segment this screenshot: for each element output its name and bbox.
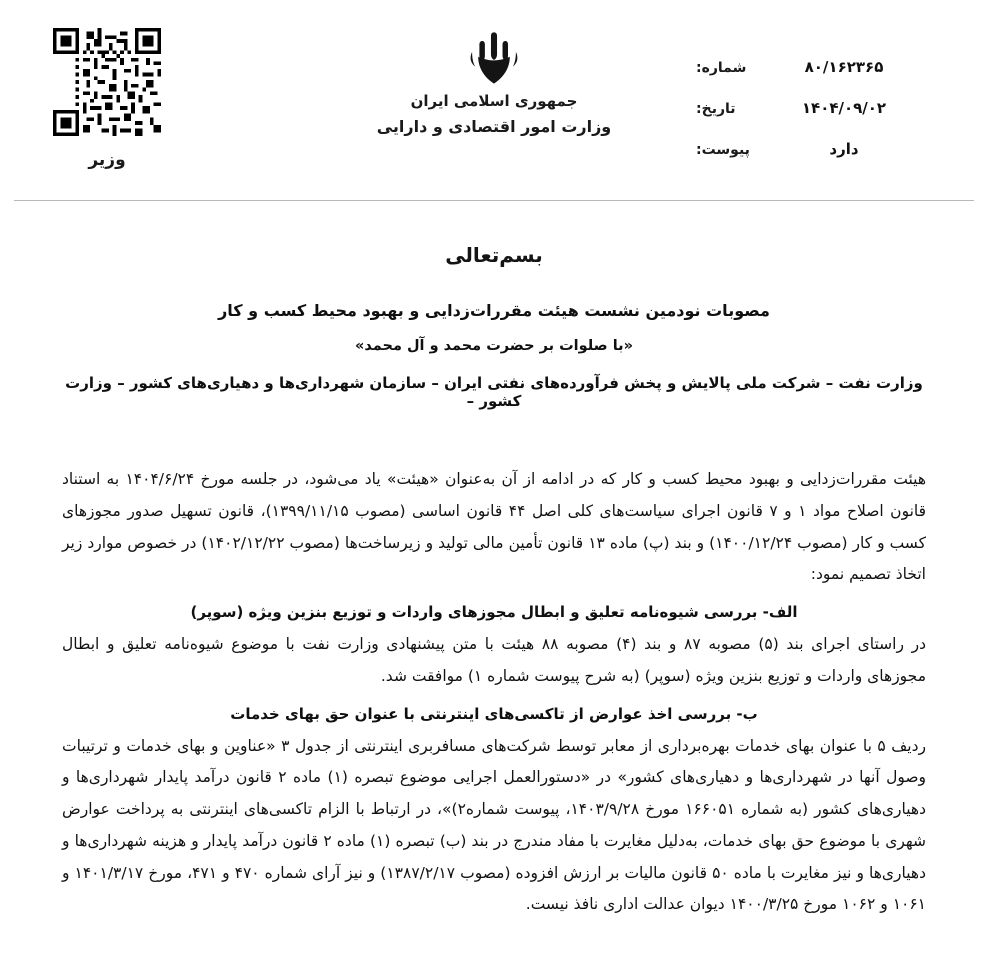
- organization-ministry: وزارت امور اقتصادی و دارایی: [376, 117, 612, 136]
- meta-value-attachment: دارد: [829, 139, 859, 158]
- meta-value-number: ۸۰/۱۶۲۳۶۵: [804, 58, 884, 76]
- organization-country: جمهوری اسلامی ایران: [410, 92, 578, 110]
- iran-emblem-icon: [463, 30, 525, 86]
- qr-block: [42, 28, 172, 170]
- meta-label-attachment: پیوست:: [696, 141, 750, 158]
- letterhead: [0, 0, 988, 200]
- document-meta: [696, 58, 926, 180]
- paragraph-be-body: ردیف ۵ با عنوان بهای خدمات بهره‌برداری از معابر توسط شرکت‌های مسافربری اینترنتی از جدول ۳ «عناوین و بهای خدمات و ترتیبات وصول آنها در شهرداری‌ها و دهیاری‌های کشور» در «دستورالعمل اجرایی موضوع تبصره (۱) ماده ۲ قانون درآمد پایدار شهرداری‌ها و دهیاری‌های کشور (به شماره ۱۶۶۰۵۱ مورخ ۱۴۰۳/۹/۲۸، پیوست شماره۲)»، در ارتباط با الزام تاکسی‌های اینترنتی به پرداخت عوارض شهری با موضوع حق بهای خدمات، به‌دلیل مغایرت با مفاد مندرج در بند (ب) تبصره (۱) ماده ۲ قانون درآمد پایدار و هزینه شهرداری‌ها و دهیاری‌ها و نیز مغایرت با ماده ۵۰ قانون مالیات بر ارزش افزوده (مصوب ۱۳۸۷/۲/۱۷) و نیز آرای شماره ۴۷۰ و ۴۷۱، مورخ ۱۴۰۱/۳/۱۷ و ۱۰۶۱ و ۱۰۶۲ مورخ ۱۴۰۰/۳/۲۵ دیوان عدالت اداری نافذ نیست.: [62, 736, 927, 914]
- section-heading-alef: الف- بررسی شیوه‌نامه تعلیق و ابطال مجوزهای واردات و توزیع بنزین ویژه (سوپر): [190, 603, 798, 622]
- salawat-line: «با صلوات بر حضرت محمد و آل محمد»: [355, 338, 633, 354]
- basmala: بسم‌تعالی: [445, 243, 543, 267]
- organization-header: [344, 30, 644, 136]
- document-body: [0, 201, 988, 921]
- meta-row-number: [696, 58, 926, 77]
- meta-label-date: تاریخ:: [696, 100, 736, 117]
- meta-label-number: شماره:: [696, 60, 747, 76]
- meta-row-date: [696, 99, 926, 118]
- page-title: مصوبات نودمین نشست هیئت مقررات‌زدایی و بهبود محیط کسب و کار: [218, 301, 770, 320]
- meta-value-date: ۱۴۰۴/۰۹/۰۲: [801, 98, 887, 117]
- recipients-line: وزارت نفت – شرکت ملی پالایش و پخش فرآورده‌های نفتی ایران – سازمان شهرداری‌ها و دهیاری‌های کشور – وزارت کشور –: [65, 374, 923, 410]
- qr-code-icon: [53, 28, 161, 136]
- meta-row-attachment: [696, 140, 926, 159]
- section-heading-be: ب- بررسی اخذ عوارض از تاکسی‌های اینترنتی با عنوان حق بهای خدمات: [230, 704, 758, 723]
- paragraph-intro: هیئت مقررات‌زدایی و بهبود محیط کسب و کار که در ادامه از آن به‌عنوان «هیئت» یاد می‌شود، در جلسه مورخ ۱۴۰۴/۶/۲۴ به استناد قانون اصلاح مواد ۱ و ۷ قانون اجرای سیاست‌های کلی اصل ۴۴ قانون اساسی (مصوب ۱۳۹۹/۱۱/۱۵)، قانون تسهیل صدور مجوزهای کسب و کار (مصوب ۱۴۰۰/۱۲/۲۴) و بند (پ) ماده ۱۳ قانون تأمین مالی تولید و زیرساخت‌ها (مصوب ۱۴۰۲/۱۲/۲۲) در خصوص موارد زیر اتخاذ تصمیم نمود:: [62, 470, 927, 584]
- signer-title: وزیر: [88, 150, 126, 170]
- paragraph-alef-body: در راستای اجرای بند (۵) مصوبه ۸۷ و بند (۴) مصوبه ۸۸ هیئت با متن پیشنهادی وزارت نفت با موضوع شیوه‌نامه تعلیق و ابطال مجوزهای واردات و توزیع بنزین ویژه (سوپر) (به شرح پیوست شماره ۱) موافقت شد.: [62, 635, 926, 685]
